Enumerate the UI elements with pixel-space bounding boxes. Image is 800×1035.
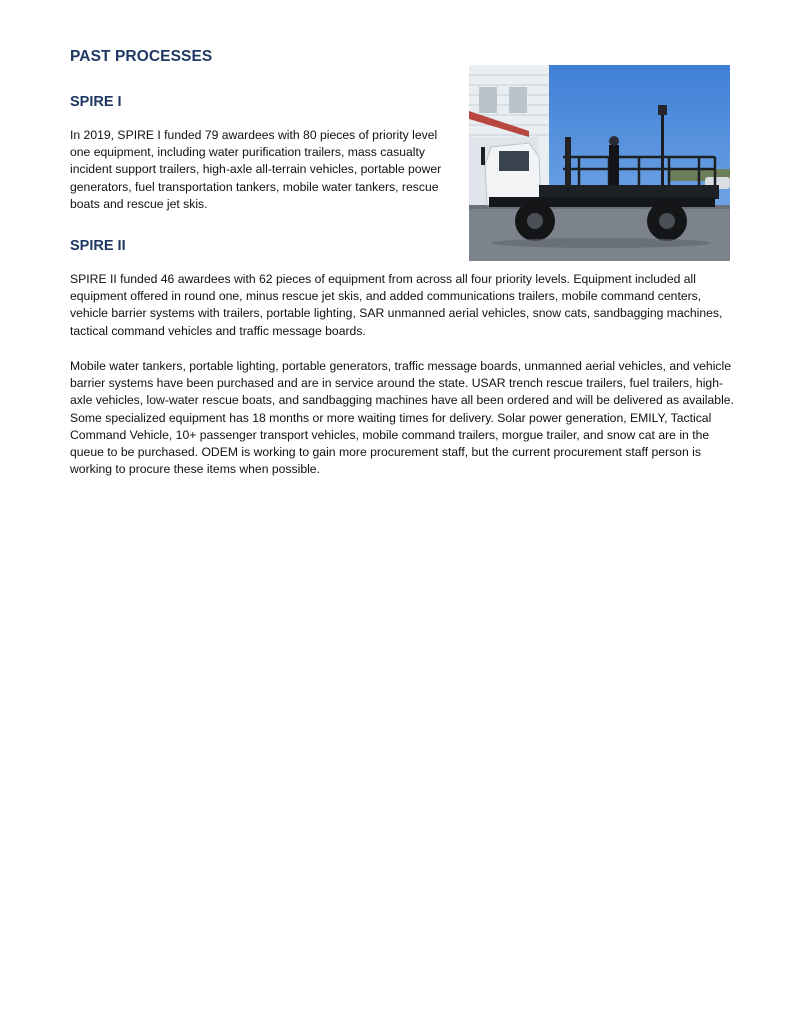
spire2-heading: SPIRE II bbox=[70, 238, 126, 254]
spire2-status-paragraph: Mobile water tankers, portable lighting, portable generators, traffic message boards, unmanned aerial vehicles, and vehicle barrier systems have been purchased and are in service around the state. USAR trench rescue trailers, fuel trailers, high-axle vehicles, low-water rescue boats, and sandbagging machines have all been ordered and will be delivered as available. Some specialized equipment has 18 months or more waiting times for delivery. Solar power generation, EMILY, Tactical Command Vehicle, 10+ passenger transport vehicles, mobile command trailers, morgue trailer, and snow cat are in the queue to be purchased. ODEM is working to gain more procurement staff, but the current procurement staff person is working to procure these items when possible. bbox=[70, 359, 734, 477]
page-title: PAST PROCESSES bbox=[70, 48, 213, 65]
spire2-paragraph: SPIRE II funded 46 awardees with 62 pieces of equipment from across all four priority levels. Equipment included all equipment offered in round one, minus rescue jet skis, and added communications trailers, mobile command centers, vehicle barrier systems with trailers, portable lighting, SAR unmanned aerial vehicles, snow cats, sandbagging machines, tactical command vehicles and traffic message boards. bbox=[70, 272, 723, 338]
spire1-heading: SPIRE I bbox=[70, 94, 122, 110]
spire1-paragraph: In 2019, SPIRE I funded 79 awardees with 80 pieces of priority level one equipment, including water purification trailers, mass casualty incident support trailers, high-axle all-terrain vehicles, portable power generators, fuel transportation tankers, mobile water tankers, rescue boats and rescue jet skis. bbox=[70, 128, 442, 211]
high-axle-vehicle-photo bbox=[469, 65, 730, 261]
